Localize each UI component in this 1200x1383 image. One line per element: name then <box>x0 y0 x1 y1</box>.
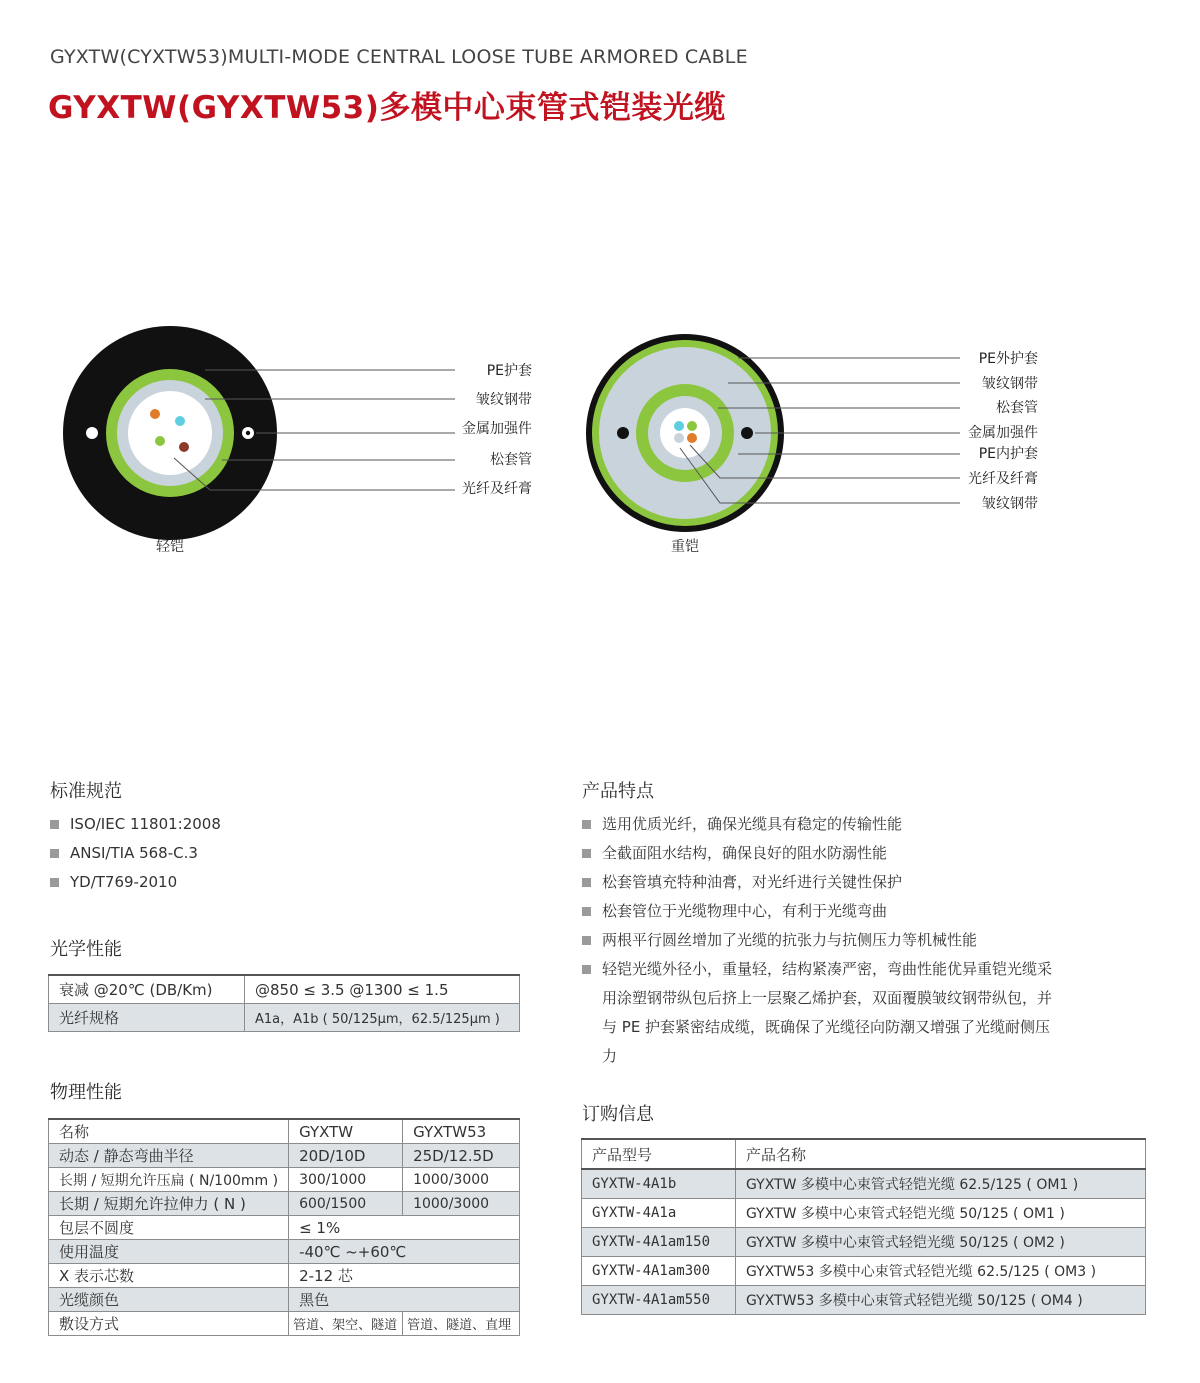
heavy-label-5: 光纤及纤膏 <box>968 471 1038 487</box>
fiber-orange <box>150 409 160 419</box>
table-cell: A1a，A1b ( 50/125μm，62.5/125μm ) <box>245 1004 520 1032</box>
light-caption: 轻铠 <box>156 539 184 555</box>
table-cell: 1000/3000 <box>403 1192 520 1216</box>
standards-list <box>50 810 470 897</box>
list-item: 松套管位于光缆物理中心，有利于光缆弯曲 <box>582 897 1062 926</box>
table-cell: GYXTW53 多模中心束管式轻铠光缆 50/125 ( OM4 ) <box>736 1286 1146 1315</box>
heavy-label-2: 松套管 <box>996 400 1038 416</box>
table-row <box>49 1004 520 1032</box>
light-label-3: 松套管 <box>490 452 532 468</box>
table-cell: 管道、隧道、直埋 <box>403 1312 520 1336</box>
table-row <box>582 1257 1146 1286</box>
table-cell: GYXTW 多模中心束管式轻铠光缆 50/125 ( OM2 ) <box>736 1228 1146 1257</box>
heavy-label-0: PE外护套 <box>978 351 1038 367</box>
light-label-2: 金属加强件 <box>462 421 532 437</box>
strength-member-right-dot <box>246 431 250 435</box>
table-cell: @850 ≤ 3.5 @1300 ≤ 1.5 <box>245 975 520 1004</box>
table-cell: 黑色 <box>289 1288 520 1312</box>
strength-member-right <box>741 427 753 439</box>
heavy-caption: 重铠 <box>671 539 699 555</box>
table-cell: 衰减 @20℃ (DB/Km) <box>49 975 245 1004</box>
features-list <box>582 810 1062 1071</box>
table-cell: 敷设方式 <box>49 1312 289 1336</box>
heavy-label-1: 皱纹钢带 <box>982 376 1038 392</box>
table-cell: 使用温度 <box>49 1240 289 1264</box>
table-cell: 管道、架空、隧道 <box>289 1312 403 1336</box>
table-cell: 300/1000 <box>289 1168 403 1192</box>
table-cell: 长期 / 短期允许压扁 ( N/100mm ) <box>49 1168 289 1192</box>
physical-heading: 物理性能 <box>50 1082 122 1103</box>
table-cell: GYXTW-4A1am300 <box>582 1257 736 1286</box>
table-row <box>49 975 520 1004</box>
list-item: 全截面阻水结构，确保良好的阻水防溺性能 <box>582 839 1062 868</box>
list-item: ANSI/TIA 568-C.3 <box>50 839 470 868</box>
list-item: ISO/IEC 11801:2008 <box>50 810 470 839</box>
physical-table <box>48 1118 520 1336</box>
table-cell: GYXTW 多模中心束管式轻铠光缆 62.5/125 ( OM1 ) <box>736 1169 1146 1199</box>
heavy-label-3: 金属加强件 <box>968 425 1038 441</box>
table-cell: 产品名称 <box>736 1139 1146 1169</box>
fiber-cyan <box>674 421 684 431</box>
table-cell: GYXTW-4A1a <box>582 1199 736 1228</box>
table-cell: GYXTW 多模中心束管式轻铠光缆 50/125 ( OM1 ) <box>736 1199 1146 1228</box>
optical-heading: 光学性能 <box>50 939 122 960</box>
table-row <box>582 1139 1146 1169</box>
table-row <box>49 1192 520 1216</box>
table-row <box>49 1216 520 1240</box>
table-cell: 1000/3000 <box>403 1168 520 1192</box>
table-cell: GYXTW-4A1am550 <box>582 1286 736 1315</box>
standards-heading: 标准规范 <box>50 781 122 802</box>
table-cell: 光缆颜色 <box>49 1288 289 1312</box>
page-title: GYXTW(GYXTW53)多模中心束管式铠装光缆 <box>48 90 726 126</box>
table-cell: -40℃ ~+60℃ <box>289 1240 520 1264</box>
table-row <box>582 1286 1146 1315</box>
fiber-green <box>155 436 165 446</box>
list-item: 两根平行圆丝增加了光缆的抗张力与抗侧压力等机械性能 <box>582 926 1062 955</box>
table-cell: 光纤规格 <box>49 1004 245 1032</box>
fiber-green <box>687 421 697 431</box>
table-cell: ≤ 1% <box>289 1216 520 1240</box>
table-row <box>49 1312 520 1336</box>
strength-member-left <box>617 427 629 439</box>
subtitle-en: GYXTW(CYXTW53)MULTI-MODE CENTRAL LOOSE TUBE ARMORED CABLE <box>50 46 748 68</box>
table-cell: 长期 / 短期允许拉伸力 ( N ) <box>49 1192 289 1216</box>
table-cell: GYXTW-4A1am150 <box>582 1228 736 1257</box>
list-item: 轻铠光缆外径小，重量轻，结构紧凑严密，弯曲性能优异重铠光缆采用涂塑钢带纵包后挤上一层聚乙烯护套，双面覆膜皱纹钢带纵包，并与 PE 护套紧密结成缆，既确保了光缆径向防潮又增强了光缆耐侧压力 <box>582 955 1062 1071</box>
table-row <box>49 1119 520 1144</box>
light-armor-diagram <box>63 326 532 555</box>
table-cell: GYXTW53 多模中心束管式轻铠光缆 62.5/125 ( OM3 ) <box>736 1257 1146 1286</box>
heavy-label-6: 皱纹钢带 <box>982 496 1038 512</box>
table-row <box>582 1199 1146 1228</box>
table-row <box>49 1264 520 1288</box>
list-item: 选用优质光纤，确保光缆具有稳定的传输性能 <box>582 810 1062 839</box>
table-cell: 600/1500 <box>289 1192 403 1216</box>
cable-diagrams <box>0 320 1200 570</box>
table-row <box>49 1288 520 1312</box>
heavy-armor-diagram <box>586 334 1038 555</box>
table-row <box>49 1240 520 1264</box>
order-table <box>581 1138 1146 1315</box>
features-heading: 产品特点 <box>582 781 654 802</box>
gel-area <box>660 408 710 458</box>
list-item: YD/T769-2010 <box>50 868 470 897</box>
table-cell: 25D/12.5D <box>403 1144 520 1168</box>
table-cell: X 表示芯数 <box>49 1264 289 1288</box>
light-label-4: 光纤及纤膏 <box>462 481 532 497</box>
table-cell: 名称 <box>49 1119 289 1144</box>
heavy-label-4: PE内护套 <box>978 446 1038 462</box>
table-cell: GYXTW <box>289 1119 403 1144</box>
light-label-1: 皱纹钢带 <box>476 392 532 408</box>
table-cell: 动态 / 静态弯曲半径 <box>49 1144 289 1168</box>
table-cell: 包层不圆度 <box>49 1216 289 1240</box>
fiber-orange <box>687 433 697 443</box>
table-cell: 20D/10D <box>289 1144 403 1168</box>
gel-area <box>128 391 212 475</box>
table-cell: GYXTW-4A1b <box>582 1169 736 1199</box>
table-cell: GYXTW53 <box>403 1119 520 1144</box>
table-row <box>582 1228 1146 1257</box>
strength-member-left <box>86 427 98 439</box>
fiber-cyan <box>175 416 185 426</box>
table-row <box>49 1144 520 1168</box>
optical-table <box>48 974 520 1032</box>
table-row <box>582 1169 1146 1199</box>
light-label-0: PE护套 <box>486 363 532 379</box>
fiber-grey <box>674 433 684 443</box>
fiber-brown <box>179 442 189 452</box>
table-row <box>49 1168 520 1192</box>
list-item: 松套管填充特种油膏，对光纤进行关键性保护 <box>582 868 1062 897</box>
table-cell: 2-12 芯 <box>289 1264 520 1288</box>
table-cell: 产品型号 <box>582 1139 736 1169</box>
order-heading: 订购信息 <box>582 1104 654 1125</box>
